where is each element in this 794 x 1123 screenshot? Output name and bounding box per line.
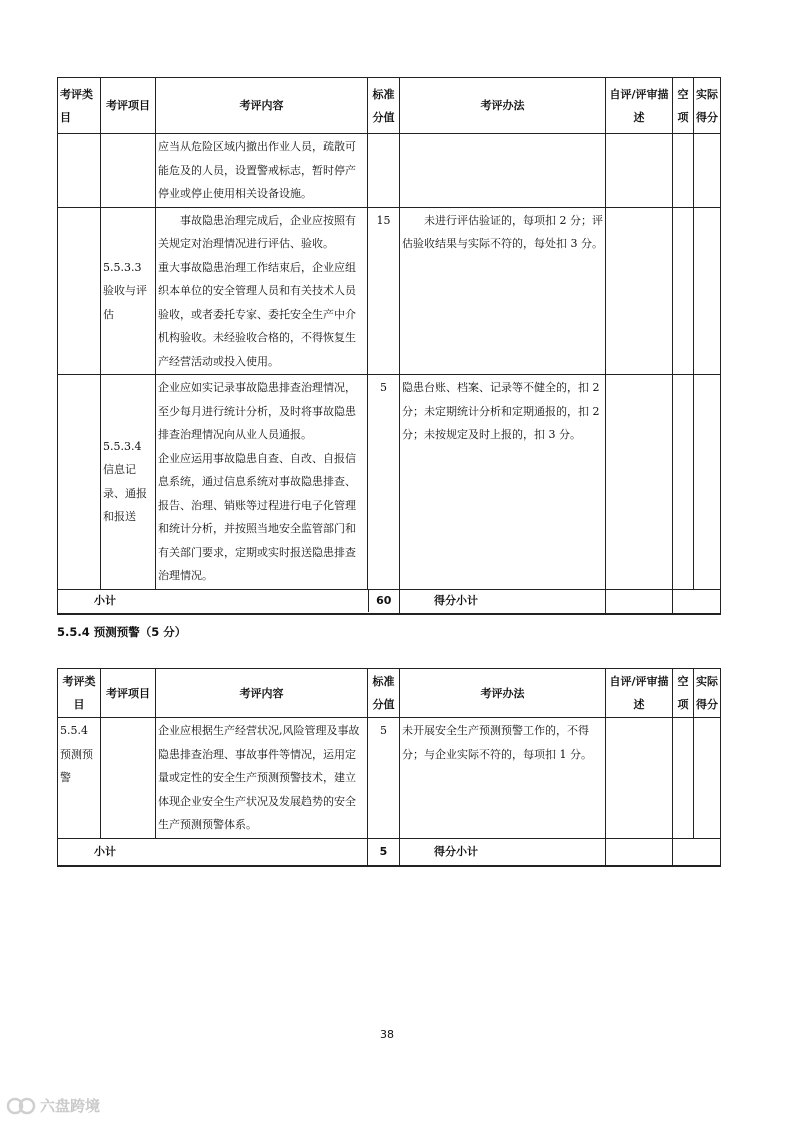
row-method: 隐患台账、档案、记录等不健全的，扣 2 分；未定期统计分析和定期通报的，扣 2 分；未按规定及时上报的，扣 3 分。	[400, 375, 606, 590]
row-score: 15	[368, 207, 400, 375]
row-score	[368, 134, 400, 208]
row-method	[400, 134, 606, 208]
row-item	[101, 718, 156, 839]
score-subtotal-value	[606, 838, 673, 866]
subtotal-value: 60	[376, 593, 392, 607]
header-method: 考评办法	[400, 669, 606, 718]
header-score: 标准分值	[368, 669, 400, 718]
header-self-review: 自评/评审描述	[606, 669, 673, 718]
assessment-table-2	[57, 668, 721, 867]
header-content: 考评内容	[156, 78, 368, 134]
header-method: 考评办法	[400, 78, 606, 134]
row-content: 应当从危险区域内撤出作业人员，疏散可能危及的人员，设置警戒标志，暂时停产停业或停止使用相关设备设施。	[156, 134, 368, 208]
row-self-review	[606, 718, 673, 839]
score-subtotal-value	[606, 589, 673, 614]
subtotal-inner	[58, 590, 399, 612]
row-self-review	[606, 134, 673, 208]
row-method: 未进行评估验证的，每项扣 2 分；评估验收结果与实际不符的，每处扣 3 分。	[400, 207, 606, 375]
watermark-logo-icon	[6, 1096, 36, 1116]
row-category: 5.5.4 预测预警	[58, 718, 101, 839]
content-paragraph: 企业应如实记录事故隐患排查治理情况，至少每月进行统计分析，及时将事故隐患排查治理情况向从业人员通报。	[158, 381, 356, 441]
row-category	[58, 134, 101, 208]
row-actual	[694, 134, 721, 208]
content-paragraph: 事故隐患治理完成后，企业应按照有关规定对治理情况进行评估、验收。	[158, 213, 356, 250]
page-number: 38	[380, 1028, 394, 1041]
row-content: 企业应根据生产经营状况,风险管理及事故隐患排查治理、事故事件等情况，运用定量或定性的安全生产预测预警技术，建立体现企业安全生产状况及发展趋势的安全生产预测预警体系。	[156, 718, 368, 839]
header-item: 考评项目	[101, 78, 156, 134]
row-actual	[694, 207, 721, 375]
row-score: 5	[368, 375, 400, 590]
table-row	[58, 134, 721, 208]
score-subtotal-label: 得分小计	[400, 589, 606, 614]
table-row	[58, 207, 721, 375]
header-self-review: 自评/评审描述	[606, 78, 673, 134]
header-blank: 空项	[673, 669, 694, 718]
watermark	[6, 1095, 100, 1116]
row-score: 5	[368, 718, 400, 839]
row-content	[156, 375, 368, 590]
row-blank	[673, 207, 694, 375]
subtotal-label: 小计	[58, 590, 368, 612]
row-self-review	[606, 375, 673, 590]
header-row	[58, 669, 721, 718]
header-item: 考评项目	[101, 669, 156, 718]
row-item: 5.5.3.3 验收与评估	[101, 207, 156, 375]
row-item: 5.5.3.4 信息记录、通报和报送	[101, 375, 156, 590]
header-score: 标准分值	[368, 78, 400, 134]
row-category	[58, 207, 101, 375]
subtotal-trailing	[673, 838, 721, 866]
row-item	[101, 134, 156, 208]
header-blank: 空项	[673, 78, 694, 134]
row-self-review	[606, 207, 673, 375]
row-content	[156, 207, 368, 375]
header-content: 考评内容	[156, 669, 368, 718]
row-blank	[673, 134, 694, 208]
row-actual	[694, 718, 721, 839]
assessment-table-1	[57, 77, 721, 615]
subtotal-value: 5	[368, 838, 400, 866]
score-subtotal-label: 得分小计	[400, 838, 606, 866]
header-category: 考评类目	[58, 78, 101, 134]
row-blank	[673, 375, 694, 590]
subtotal-group	[58, 589, 400, 614]
header-actual: 实际得分	[694, 78, 721, 134]
row-category	[58, 375, 101, 590]
row-blank	[673, 718, 694, 839]
subtotal-label: 小计	[58, 838, 368, 866]
content-paragraph: 企业应运用事故隐患自查、自改、自报信息系统，通过信息系统对事故隐患排查、报告、治理、销账等过程进行电子化管理和统计分析，并按照当地安全监管部门和有关部门要求，定期或实时报送隐患排查治理情况。	[158, 451, 356, 582]
subtotal-row	[58, 589, 721, 614]
subtotal-row	[58, 838, 721, 866]
watermark-text: 六盘跨境	[40, 1097, 101, 1115]
header-category: 考评类目	[58, 669, 101, 718]
table-row	[58, 718, 721, 839]
content-paragraph: 重大事故隐患治理工作结束后，企业应组织本单位的安全管理人员和有关技术人员验收，或者委托专家、委托安全生产中介机构验收。未经验收合格的，不得恢复生产经营活动或投入使用。	[158, 260, 356, 368]
row-method: 未开展安全生产预测预警工作的，不得分；与企业实际不符的，每项扣 1 分。	[400, 718, 606, 839]
header-row	[58, 78, 721, 134]
section-title: 5.5.4 预测预警（5 分）	[57, 625, 187, 639]
header-actual: 实际得分	[694, 669, 721, 718]
subtotal-trailing	[673, 589, 721, 614]
table-row	[58, 375, 721, 590]
row-actual	[694, 375, 721, 590]
